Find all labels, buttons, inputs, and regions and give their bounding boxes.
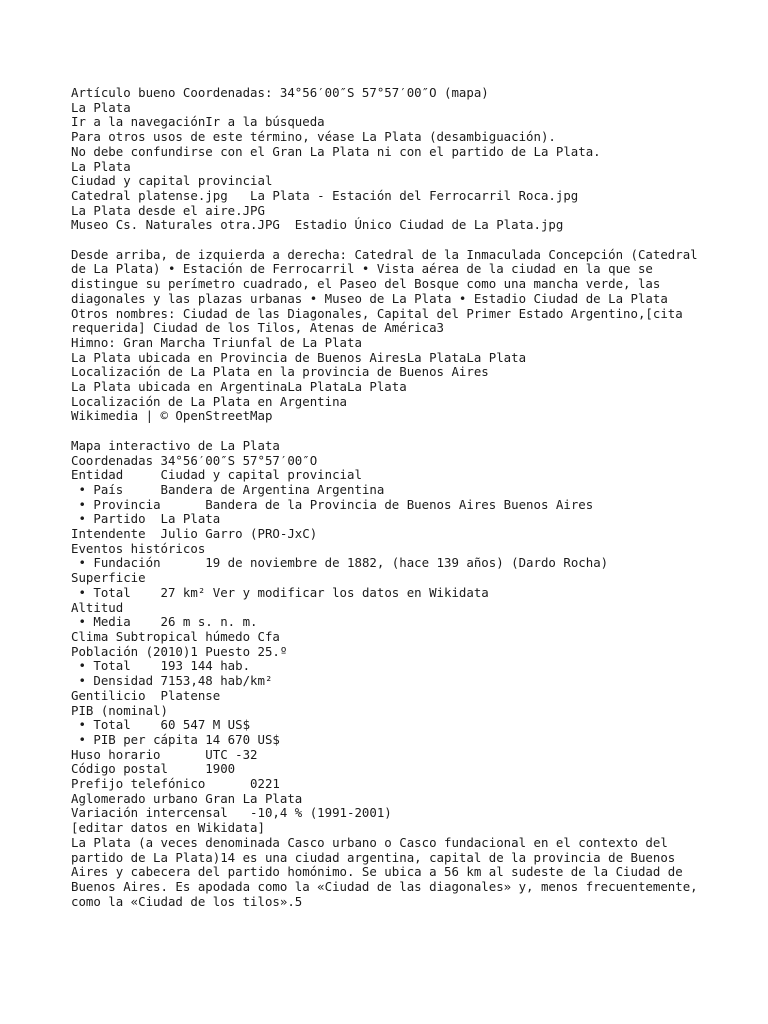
infobox-row: Entidad Ciudad y capital provincial	[71, 467, 362, 483]
map-label-country: La Plata ubicada en ArgentinaLa PlataLa Plata	[71, 379, 407, 395]
infobox-section	[71, 439, 711, 910]
skip-links[interactable]: Ir a la navegaciónIr a la búsqueda	[71, 114, 325, 130]
other-names: Otros nombres: Ciudad de las Diagonales, Capital del Primer Estado Argentino,[cita requerida] Ciudad de los Tilos, Atenas de América3	[71, 305, 691, 336]
infobox-row: • Media 26 m s. n. m.	[71, 614, 258, 630]
infobox-row: Huso horario UTC -32	[71, 746, 258, 762]
infobox-row: Intendente Julio Garro (PRO-JxC)	[71, 526, 318, 542]
infobox-row: Prefijo telefónico 0221	[71, 776, 280, 792]
intro-paragraph: La Plata (a veces denominada Casco urbano o Casco fundacional en el contexto del partido de La Plata)14 es una ciudad argentina, capital de la provincia de Buenos Aires y cabecera del partido homónimo. Se ubica a 56 km al sudeste de la Ciudad de Buenos Aires. Es apodada como la «Ciudad de las diagonales» y, menos frecuentemente, como la «Ciudad de los tilos».5	[71, 834, 706, 909]
image-filenames-row-2: La Plata desde el aire.JPG	[71, 202, 265, 218]
infobox-row: • Total 193 144 hab.	[71, 658, 251, 674]
caption-section	[71, 248, 711, 424]
map-label-province: La Plata ubicada en Provincia de Buenos AiresLa PlataLa Plata	[71, 349, 527, 365]
infobox-row: • Densidad 7153,48 hab/km²	[71, 673, 273, 689]
page-title: La Plata	[71, 99, 131, 115]
infobox-row: Aglomerado urbano Gran La Plata	[71, 790, 303, 806]
infobox-row: Gentilicio Platense	[71, 687, 221, 703]
infobox-row: • Total 27 km² Ver y modificar los datos en Wikidata	[71, 584, 489, 600]
infobox-row: Variación intercensal -10,4 % (1991-2001)	[71, 805, 392, 821]
map-attribution[interactable]: Wikimedia | © OpenStreetMap	[71, 408, 273, 424]
article-status-coordinates: Artículo bueno Coordenadas: 34°56′00″S 57°57′00″O (mapa)	[71, 85, 489, 100]
infobox-row: Altitud	[71, 599, 124, 615]
interactive-map-label[interactable]: Mapa interactivo de La Plata	[71, 437, 280, 453]
infobox-row: • Total 60 547 M US$	[71, 717, 251, 733]
infobox-title: La Plata	[71, 158, 131, 174]
image-caption: Desde arriba, de izquierda a derecha: Catedral de la Inmaculada Concepción (Catedral de La Plata) • Estación de Ferrocarril • Vista aérea de la ciudad en la que se distingue su perímetro cuadrado, el Paseo del Bosque como una mancha verde, las diagonales y las plazas urbanas • Museo de La Plata • Estadio Ciudad de La Plata	[71, 246, 706, 306]
infobox-row: Clima Subtropical húmedo Cfa	[71, 628, 280, 644]
map-caption-country: Localización de La Plata en Argentina	[71, 393, 348, 409]
spacer	[71, 233, 711, 248]
infobox-row: • Provincia Bandera de la Provincia de Buenos Aires Buenos Aires	[71, 496, 594, 512]
map-caption-province: Localización de La Plata en la provincia de Buenos Aires	[71, 364, 489, 380]
infobox-row: Eventos históricos	[71, 540, 206, 556]
image-filenames-row-3: Museo Cs. Naturales otra.JPG Estadio Único Ciudad de La Plata.jpg	[71, 217, 564, 233]
confusion-note: No debe confundirse con el Gran La Plata ni con el partido de La Plata.	[71, 143, 601, 159]
image-filenames-row-1: Catedral platense.jpg La Plata - Estación del Ferrocarril Roca.jpg	[71, 187, 579, 203]
edit-wikidata-link[interactable]: [editar datos en Wikidata]	[71, 820, 265, 836]
infobox-row: • País Bandera de Argentina Argentina	[71, 481, 385, 497]
disambiguation-note: Para otros usos de este término, véase La Plata (desambiguación).	[71, 129, 556, 145]
anthem: Himno: Gran Marcha Triunfal de La Plata	[71, 334, 362, 350]
spacer	[71, 424, 711, 439]
infobox-row: • PIB per cápita 14 670 US$	[71, 731, 280, 747]
article-text	[71, 86, 711, 909]
infobox-row: Superficie	[71, 570, 146, 586]
infobox-subtitle: Ciudad y capital provincial	[71, 173, 273, 189]
infobox-row: Población (2010)1 Puesto 25.º	[71, 643, 288, 659]
infobox-row: Coordenadas 34°56′00″S 57°57′00″O	[71, 452, 318, 468]
header-section	[71, 86, 711, 233]
infobox-row: • Partido La Plata	[71, 511, 221, 527]
infobox-row: • Fundación 19 de noviembre de 1882, (hace 139 años) (Dardo Rocha)	[71, 555, 609, 571]
infobox-row: PIB (nominal)	[71, 702, 168, 718]
infobox-row: Código postal 1900	[71, 761, 236, 777]
